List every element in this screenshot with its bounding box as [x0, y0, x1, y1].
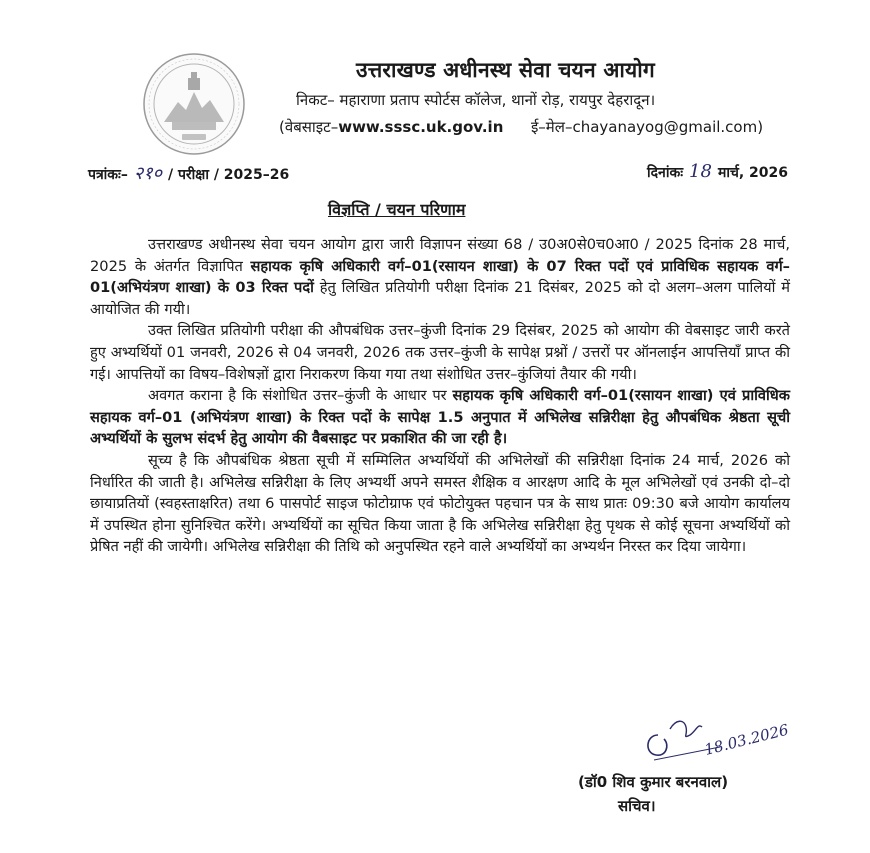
signer-designation: सचिव। — [618, 797, 656, 815]
paragraph-document-verification: सूच्य है कि औपबंधिक श्रेष्ठता सूची में सम्मिलित अभ्यर्थियों की अभिलेखों की सन्निरीक्षा दिनांक 24 मार्च, 2026 को निर्धारित की जाती है। अभिलेख सन्निरीक्षा के लिए अभ्यर्थी अपने समस्त शैक्षिक व आरक्षण आदि के मूल अभिलेखों एवं उनकी दो–दो छायाप्रतियों (स्वहस्ताक्षरित) तथा 6 पासपोर्ट साइज फोटोग्राफ एवं फोटोयुक्त पहचान पत्र के साथ प्रातः 09:30 बजे आयोग कार्यालय में उपस्थित होना सुनिश्चित करेंगे। अभ्यर्थियों का सूचित किया जाता है कि अभिलेख सन्निरीक्षा हेतु पृथक से कोई सूचना अभ्यर्थियों को प्रेषित नहीं की जायेगी। अभिलेख सन्निरीक्षा की तिथि को अनुपस्थित रहने वाले अभ्यर्थियों का अभ्यर्थन निरस्त कर दिया जायेगा। — [90, 451, 790, 556]
merit-list-highlight: सहायक कृषि अधिकारी वर्ग–01(रसायन शाखा) एवं प्राविधिक सहायक वर्ग–01 (अभियंत्रण शाखा) के रिक्त पदों के सापेक्ष 1.5 अनुपात में अभिलेख सन्निरीक्षा हेतु औपबंधिक श्रेष्ठता सूची अभ्यर्थियों के सुलभ संदर्भ हेतु आयोग की वैबसाइट पर प्रकाशित की जा रही है। — [90, 387, 790, 448]
email-link[interactable]: chayanayog@gmail.com) — [572, 118, 764, 136]
paragraph-answer-key: उक्त लिखित प्रतियोगी परीक्षा की औपबंधिक उत्तर–कुंजी दिनांक 29 दिसंबर, 2025 को आयोग की वेबसाइट जारी करते हुए अभ्यर्थियों 01 जनवरी, 2026 से 04 जनवरी, 2026 तक उत्तर–कुंजी के सापेक्ष प्रश्नों / उत्तरों पर ऑनलाईन आपत्तियाँ प्राप्त की गई। आपत्तियों का विषय–विशेषज्ञों द्वारा निराकरण किया गया तथा संशोधित उत्तर–कुंजियां तैयार की गयी। — [90, 322, 790, 383]
notice-body — [90, 234, 790, 558]
letter-number-suffix: / परीक्षा / 2025–26 — [167, 167, 290, 183]
commission-emblem-icon — [142, 52, 246, 156]
date-month-year: मार्च, 2026 — [717, 165, 788, 181]
letter-date — [647, 161, 788, 182]
paragraph-advertisement: उत्तराखण्ड अधीनस्थ सेवा चयन आयोग द्वारा जारी विज्ञापन संख्या 68 / उ0अ0से0च0आ0 / 2025 दिनांक 28 मार्च, 2025 के अंतर्गत विज्ञापित सहायक कृषि अधिकारी वर्ग–01(रसायन शाखा) के 07 रिक्त पदों एवं प्राविधिक सहायक वर्ग–01(अभियंत्रण शाखा) के 03 रिक्त पदों हेतु लिखित प्रतियोगी परीक्षा दिनांक 21 दिसंबर, 2025 को दो अलग–अलग पालियों में आयोजित की गयी। — [90, 236, 790, 318]
website-link[interactable]: www.sssc.uk.gov.in — [338, 118, 504, 136]
website-label: (वेबसाइट– — [279, 118, 339, 136]
organisation-title: उत्तराखण्ड अधीनस्थ सेवा चयन आयोग — [356, 58, 655, 82]
posts-highlight: सहायक कृषि अधिकारी वर्ग–01(रसायन शाखा) के 07 रिक्त पदों एवं प्राविधिक सहायक वर्ग–01(अभियंत्रण शाखा) के 03 रिक्त पदों — [90, 257, 790, 297]
organisation-contact — [279, 117, 763, 137]
signer-name: (डॉ0 शिव कुमार बरनवाल) — [578, 773, 729, 791]
reference-line — [88, 161, 788, 185]
date-day-handwritten: 18 — [689, 161, 712, 182]
letter-number-handwritten: २१० — [133, 163, 162, 184]
paragraph-merit-list: अवगत कराना है कि संशोधित उत्तर–कुंजी के आधार पर सहायक कृषि अधिकारी वर्ग–01(रसायन शाखा) एवं प्राविधिक सहायक वर्ग–01 (अभियंत्रण शाखा) के रिक्त पदों के सापेक्ष 1.5 अनुपात में अभिलेख सन्निरीक्षा हेतु औपबंधिक श्रेष्ठता सूची अभ्यर्थियों के सुलभ संदर्भ हेतु आयोग की वैबसाइट पर प्रकाशित की जा रही है। — [90, 387, 790, 448]
organisation-address: निकट– महाराणा प्रताप स्पोर्टस कॉलेज, थानों रोड़, रायपुर देहरादून। — [296, 91, 656, 109]
email-label: ई–मेल– — [530, 118, 573, 136]
date-label: दिनांकः — [647, 165, 684, 181]
letter-number-label: पत्रांकः– — [88, 167, 128, 183]
letter-number — [88, 161, 289, 185]
notice-subject: विज्ञप्ति / चयन परिणाम — [328, 200, 466, 219]
signature-date: 18.03.2026 — [702, 720, 791, 759]
handwritten-signature — [640, 705, 805, 770]
